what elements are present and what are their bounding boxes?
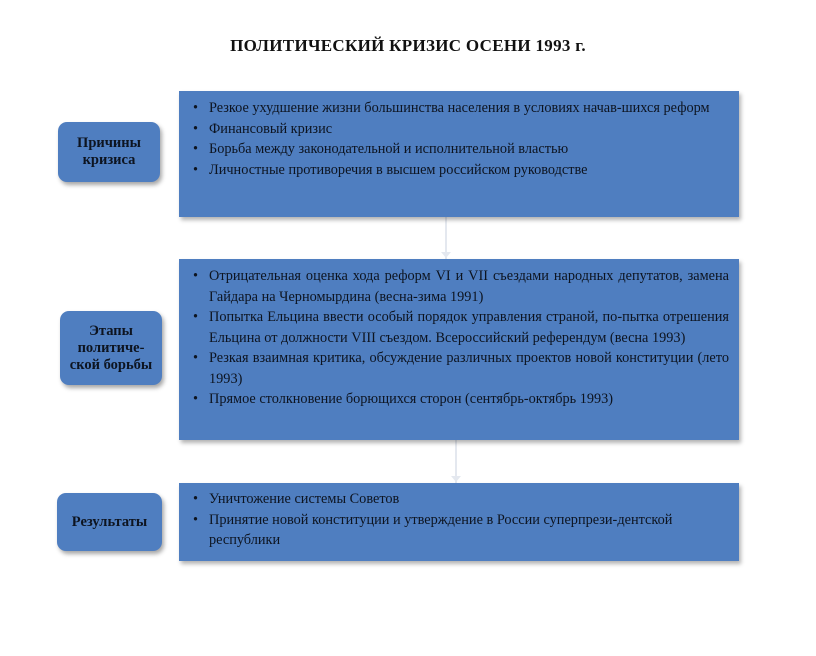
- causes-list: [189, 98, 729, 180]
- causes-label-text: Причины кризиса: [77, 135, 141, 168]
- list-item: • Резкая взаимная критика, обсуждение различных проектов новой конституции (лето 1993): [189, 348, 729, 389]
- causes-label: [58, 122, 160, 182]
- list-item: • Прямое столкновение борющихся сторон (сентябрь-октябрь 1993): [189, 389, 729, 410]
- stages-label: [60, 311, 162, 385]
- list-item: • Принятие новой конституции и утверждение в России суперпрези-дентской республики: [189, 510, 729, 551]
- diagram-title: ПОЛИТИЧЕСКИЙ КРИЗИС ОСЕНИ 1993 г.: [230, 36, 586, 55]
- causes-box: [179, 91, 739, 217]
- list-item: • Личностные противоречия в высшем российском руководстве: [189, 160, 729, 181]
- connector-arrow-1: [441, 252, 451, 258]
- list-item: • Попытка Ельцина ввести особый порядок управления страной, по-пытка отрешения Ельцина от должности VIII съездом. Всероссийский референдум (весна 1993): [189, 307, 729, 348]
- results-label: [57, 493, 162, 551]
- results-label-text: Результаты: [71, 513, 148, 530]
- list-item: • Отрицательная оценка хода реформ VI и VII съездами народных депутатов, замена Гайдара на Черномырдина (весна-зима 1991): [189, 266, 729, 307]
- stages-label-text: Этапы политиче-ской борьбы: [69, 322, 153, 373]
- stages-list: [189, 266, 729, 410]
- list-item: • Финансовый кризис: [189, 119, 729, 140]
- list-item: • Борьба между законодательной и исполнительной властью: [189, 139, 729, 160]
- list-item: • Уничтожение системы Советов: [189, 489, 729, 510]
- connector-arrow-2: [451, 476, 461, 482]
- results-list: [189, 489, 729, 551]
- stages-box: [179, 259, 739, 440]
- results-box: [179, 483, 739, 561]
- list-item: • Резкое ухудшение жизни большинства населения в условиях начав-шихся реформ: [189, 98, 729, 119]
